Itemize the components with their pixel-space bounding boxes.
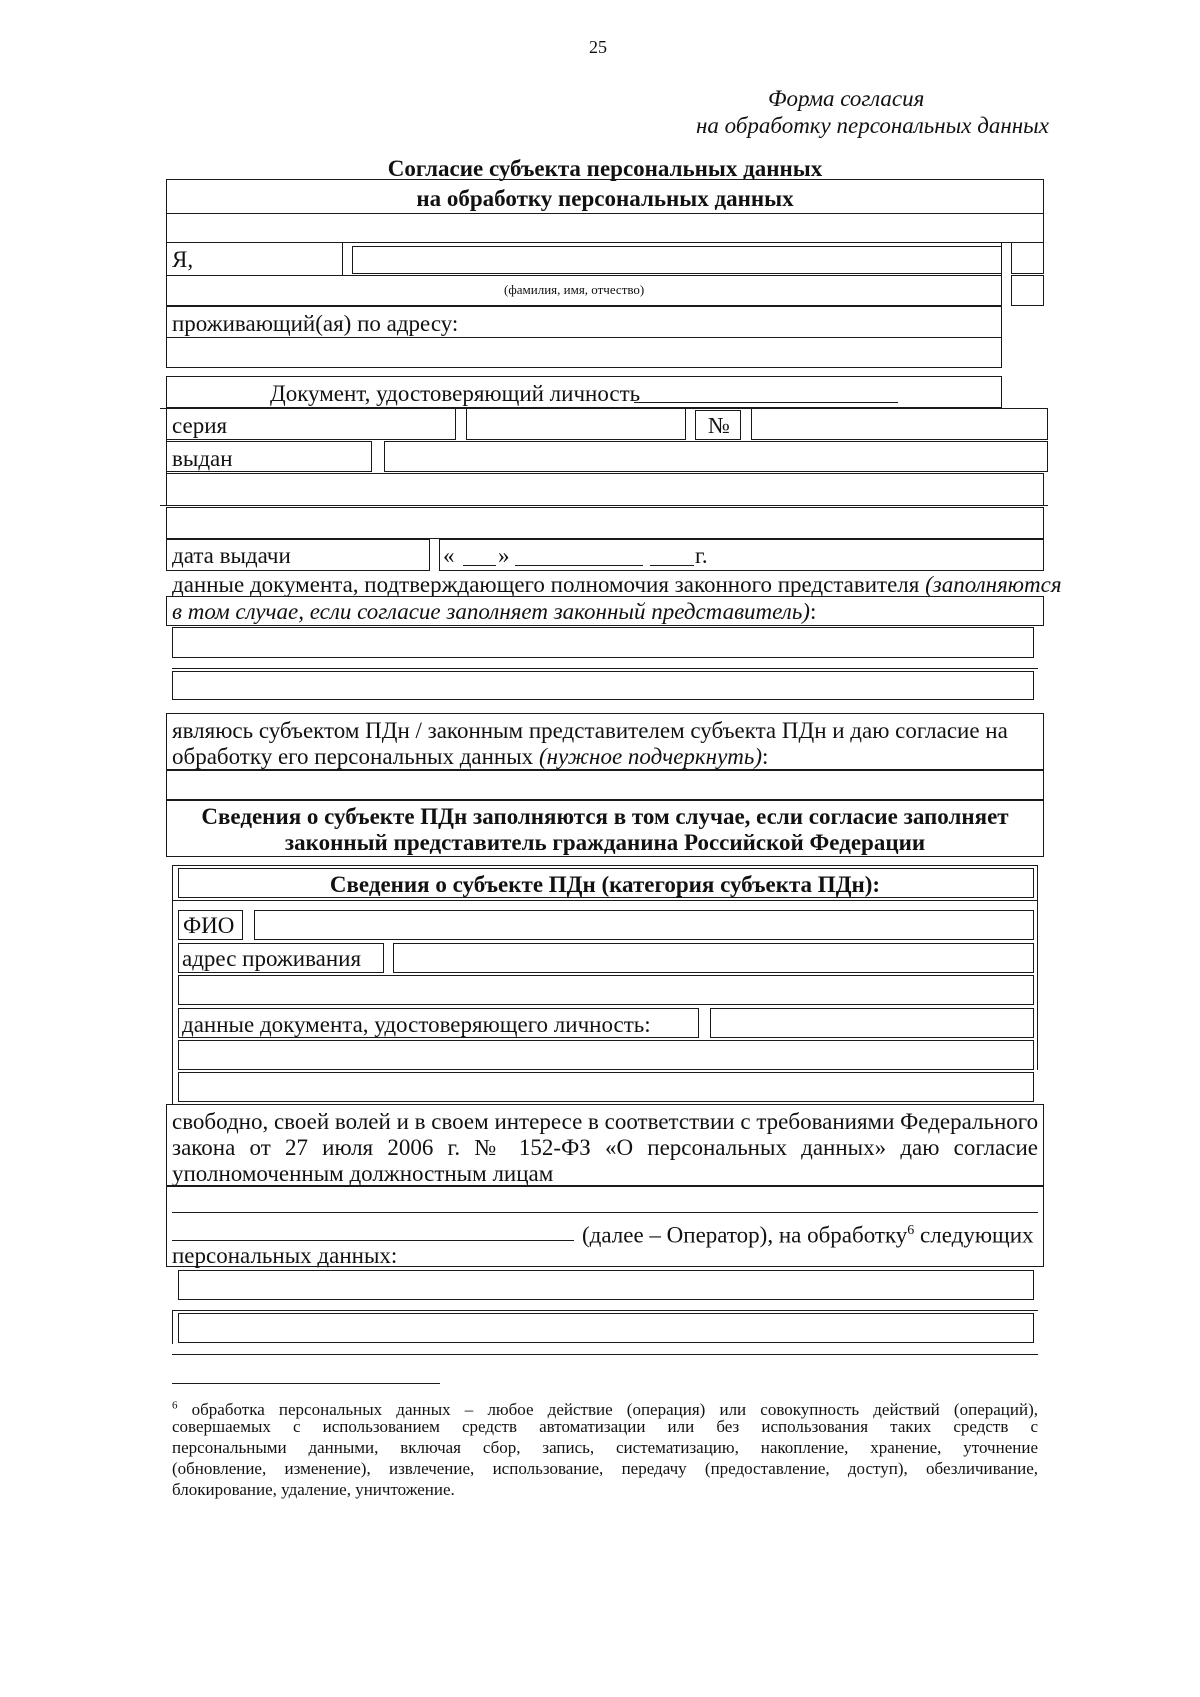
footnote-separator xyxy=(172,1383,440,1384)
footnote-line3: персональными данными, включая сбор, запись, систематизацию, накопление, хранение, уточнение xyxy=(172,1438,1038,1457)
residence-label: адрес проживания xyxy=(182,946,362,971)
form-title-line2: на обработку персональных данных xyxy=(416,186,794,211)
colon: : xyxy=(762,744,769,769)
date-quote-open: « xyxy=(443,543,455,568)
date-year-suffix: г. xyxy=(695,543,708,568)
consent-line3: уполномоченным должностным лицам xyxy=(172,1161,554,1186)
divider xyxy=(172,668,1038,669)
fio-subject-input[interactable] xyxy=(254,910,1034,940)
residence-input-2[interactable] xyxy=(178,975,1034,1005)
divider xyxy=(172,900,173,1105)
month-line[interactable] xyxy=(515,565,643,566)
consent-line2: закона от 27 июля 2006 г. № 152-ФЗ «О персональных данных» даю согласие xyxy=(172,1135,1038,1160)
date-quote-close: » xyxy=(498,543,510,568)
consent-line1: свободно, своей волей и в своем интересе в соответствии с требованиями Федерального xyxy=(172,1109,1039,1134)
subject-statement-blank xyxy=(166,770,1044,800)
representative-note: (заполняются xyxy=(925,572,1062,597)
number-sign: № xyxy=(708,413,730,438)
operator-line-1[interactable] xyxy=(172,1212,1038,1213)
address-label: проживающий(ая) по адресу: xyxy=(172,311,459,336)
colon: : xyxy=(809,599,817,624)
id-document-label: данные документа, удостоверяющего личность: xyxy=(182,1012,651,1037)
series-input[interactable] xyxy=(466,408,686,440)
subject-statement-text: обработку его персональных данных xyxy=(172,744,539,769)
subject-statement-line1: являюсь субъектом ПДн / законным представителем субъекта ПДн и даю согласие на xyxy=(172,718,1008,743)
issued-input-2[interactable] xyxy=(166,473,1044,506)
address-input[interactable] xyxy=(166,337,1002,368)
fio-subject-label: ФИО xyxy=(183,913,235,938)
operator-text xyxy=(582,1218,1034,1249)
blank-row xyxy=(166,213,1044,243)
footnote-line2: совершаемых с использованием средств автоматизации или без использования таких средств с xyxy=(172,1417,1038,1436)
year-line[interactable] xyxy=(650,565,694,566)
representative-note-2: в том случае, если согласие заполняет законный представитель) xyxy=(172,599,810,624)
operator-line-2[interactable] xyxy=(172,1240,574,1241)
day-line[interactable] xyxy=(463,565,496,566)
divider xyxy=(172,1310,1038,1311)
fio-caption: (фамилия, имя, отчество) xyxy=(504,282,645,297)
issue-date-field[interactable] xyxy=(439,539,1044,571)
id-document-input[interactable] xyxy=(710,1008,1034,1038)
representative-text: данные документа, подтверждающего полномочия законного представителя xyxy=(172,572,926,597)
representative-input[interactable] xyxy=(172,627,1034,658)
personal-data-input[interactable] xyxy=(178,1270,1034,1300)
form-header-line2: на обработку персональных данных xyxy=(696,113,1049,138)
divider xyxy=(172,1354,1038,1355)
divider xyxy=(160,505,1048,506)
divider xyxy=(172,1310,173,1344)
number-input[interactable] xyxy=(751,408,1048,440)
page-number: 25 xyxy=(589,37,607,57)
footnote-mark: 6 xyxy=(172,1399,178,1411)
series-label: серия xyxy=(172,413,228,438)
divider xyxy=(342,242,343,276)
footnote-text-1: обработка персональных данных – любое действие (операция) или совокупность действий (операций), xyxy=(177,1399,1038,1419)
representative-line1 xyxy=(172,572,1062,598)
info-block-line1: Сведения о субъекте ПДн заполняются в том случае, если согласие заполняет xyxy=(201,804,1009,829)
personal-data-input-2[interactable] xyxy=(178,1313,1034,1343)
fio-input[interactable] xyxy=(352,246,1002,274)
underline-note: (нужное подчеркнуть) xyxy=(538,744,763,769)
form-header-line1: Форма согласия xyxy=(768,86,925,111)
representative-line2 xyxy=(172,599,816,625)
operator-text-main: (далее – Оператор), на обработку xyxy=(582,1222,908,1248)
info-subheader: Сведения о субъекте ПДн (категория субъекта ПДн): xyxy=(329,872,881,897)
footnote-line4: (обновление, изменение), извлечение, использование, передачу (предоставление, доступ), обезличивание, xyxy=(172,1459,1038,1478)
operator-text-tail: следующих xyxy=(914,1222,1034,1248)
footnote-line5: блокирование, удаление, уничтожение. xyxy=(172,1480,455,1499)
side-box xyxy=(1011,275,1044,306)
footnote-ref: 6 xyxy=(907,1223,915,1238)
subject-statement-line2 xyxy=(172,744,768,770)
consent-line5: персональных данных: xyxy=(172,1243,398,1268)
form-title-line1: Согласие субъекта персональных данных xyxy=(387,156,823,181)
document-label: Документ, удостоверяющий личность xyxy=(270,381,641,406)
series-label-box xyxy=(166,408,456,440)
id-document-input-2[interactable] xyxy=(178,1040,1034,1070)
ya-label: Я, xyxy=(172,247,194,272)
issue-date-label: дата выдачи xyxy=(172,543,291,568)
side-box xyxy=(1011,242,1044,274)
representative-input-2[interactable] xyxy=(172,671,1034,700)
issued-input-3[interactable] xyxy=(166,507,1044,539)
issued-input[interactable] xyxy=(384,441,1048,472)
issued-label: выдан xyxy=(172,446,233,471)
divider xyxy=(1037,900,1038,1070)
info-block-line2: законный представитель гражданина Российской Федерации xyxy=(284,830,926,855)
id-document-input-3[interactable] xyxy=(178,1072,1034,1102)
residence-input[interactable] xyxy=(393,943,1034,973)
document-line[interactable] xyxy=(634,402,898,403)
